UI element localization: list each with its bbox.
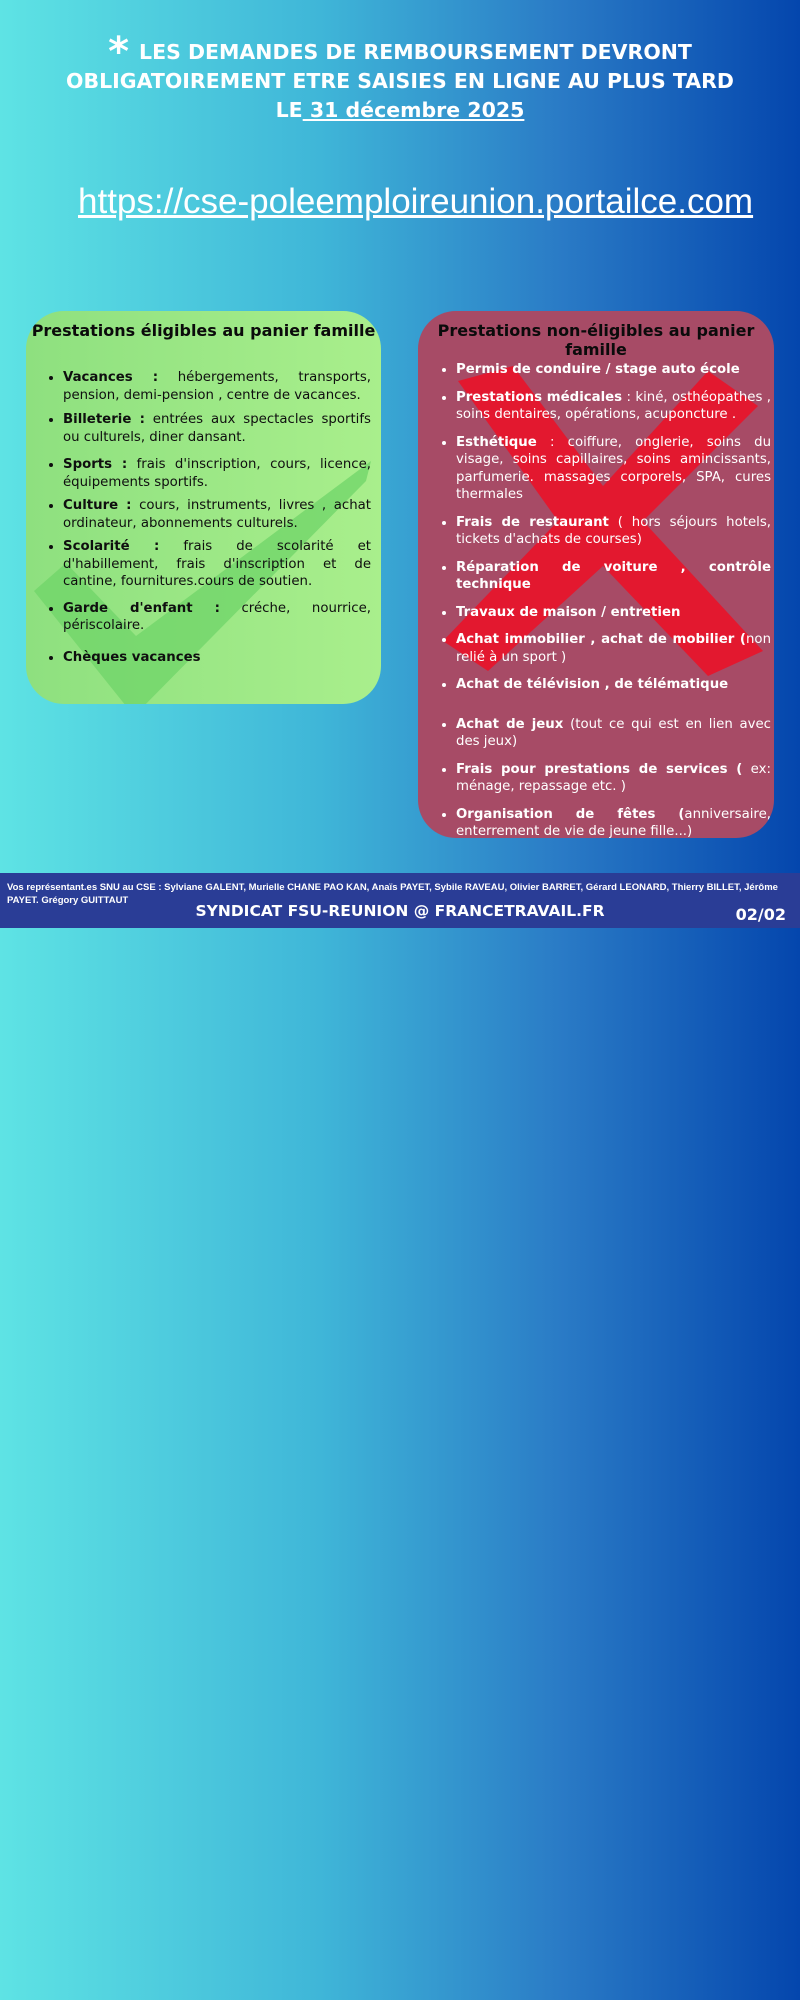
eligible-card-title: Prestations éligibles au panier famille xyxy=(31,321,376,340)
list-item: • Permis de conduire / stage auto école xyxy=(456,361,771,379)
asterisk-icon: * xyxy=(108,29,130,75)
list-item: • Scolarité : frais de scolarité et d'habillement, frais d'inscription et de cantine, fournitures.cours de soutien. xyxy=(63,538,371,591)
non-eligible-services-card xyxy=(418,311,774,838)
banner-line-3: LE 31 décembre 2025 xyxy=(275,98,525,122)
list-item: • Réparation de voiture , contrôle technique xyxy=(456,559,771,594)
list-item: • Organisation de fêtes (anniversaire, enterrement de vie de jeune fille...) xyxy=(456,806,771,839)
banner-line-1: * LES DEMANDES DE REMBOURSEMENT DEVRONT xyxy=(108,29,692,75)
list-item: • Billeterie : entrées aux spectacles sportifs ou culturels, diner dansant. xyxy=(63,411,371,446)
cse-representatives: Vos représentant.es SNU au CSE : Sylviane GALENT, Murielle CHANE PAO KAN, Anaïs PAYET, Sybile RAVEAU, Olivier BARRET, Gérard LEONARD, Thierry BILLET, Jérôme PAYET. Grégory GUITTAUT xyxy=(7,882,778,906)
list-item: • Travaux de maison / entretien xyxy=(456,604,771,622)
list-item: • Achat immobilier , achat de mobilier (non relié à un sport ) xyxy=(456,631,771,666)
banner-line-2: OBLIGATOIREMENT ETRE SAISIES EN LIGNE AU PLUS TARD xyxy=(66,69,734,93)
list-item: • Frais pour prestations de services ( ex: ménage, repassage etc. ) xyxy=(456,761,771,796)
list-item: • Frais de restaurant ( hors séjours hotels, tickets d'achats de courses) xyxy=(456,514,771,549)
deadline-date: 31 décembre 2025 xyxy=(302,98,525,122)
eligible-list xyxy=(41,369,371,666)
list-item: • Esthétique : coiffure, onglerie, soins du visage, soins capillaires, soins amincissants, parfumerie. massages corporels, SPA, cures thermales xyxy=(456,434,771,504)
non-eligible-list xyxy=(434,361,771,838)
list-item: • Garde d'enfant : créche, nourrice, périscolaire. xyxy=(63,600,371,635)
list-item: • Culture : cours, instruments, livres , achat ordinateur, abonnements culturels. xyxy=(63,497,371,532)
list-item: • Prestations médicales : kiné, osthéopathes , soins dentaires, opérations, acuponcture . xyxy=(456,389,771,424)
list-item: • Achat de télévision , de télématique xyxy=(456,676,771,694)
list-item: • Vacances : hébergements, transports, pension, demi-pension , centre de vacances. xyxy=(63,369,371,404)
list-item: • Achat de jeux (tout ce qui est en lien avec des jeux) xyxy=(456,716,771,751)
non-eligible-card-title: Prestations non-éligibles au panier famille xyxy=(437,321,755,359)
page-number: 02/02 xyxy=(735,905,786,924)
syndicat-contact: SYNDICAT FSU-REUNION @ FRANCETRAVAIL.FR xyxy=(195,902,605,920)
eligible-services-card xyxy=(26,311,381,704)
list-item: • Sports : frais d'inscription, cours, licence, équipements sportifs. xyxy=(63,456,371,491)
footer-bar xyxy=(0,873,800,928)
list-item: • Chèques vacances xyxy=(63,649,371,667)
cse-portal-link[interactable]: https://cse-poleemploireunion.portailce.com xyxy=(78,182,754,221)
reimbursement-deadline-banner xyxy=(0,29,800,125)
